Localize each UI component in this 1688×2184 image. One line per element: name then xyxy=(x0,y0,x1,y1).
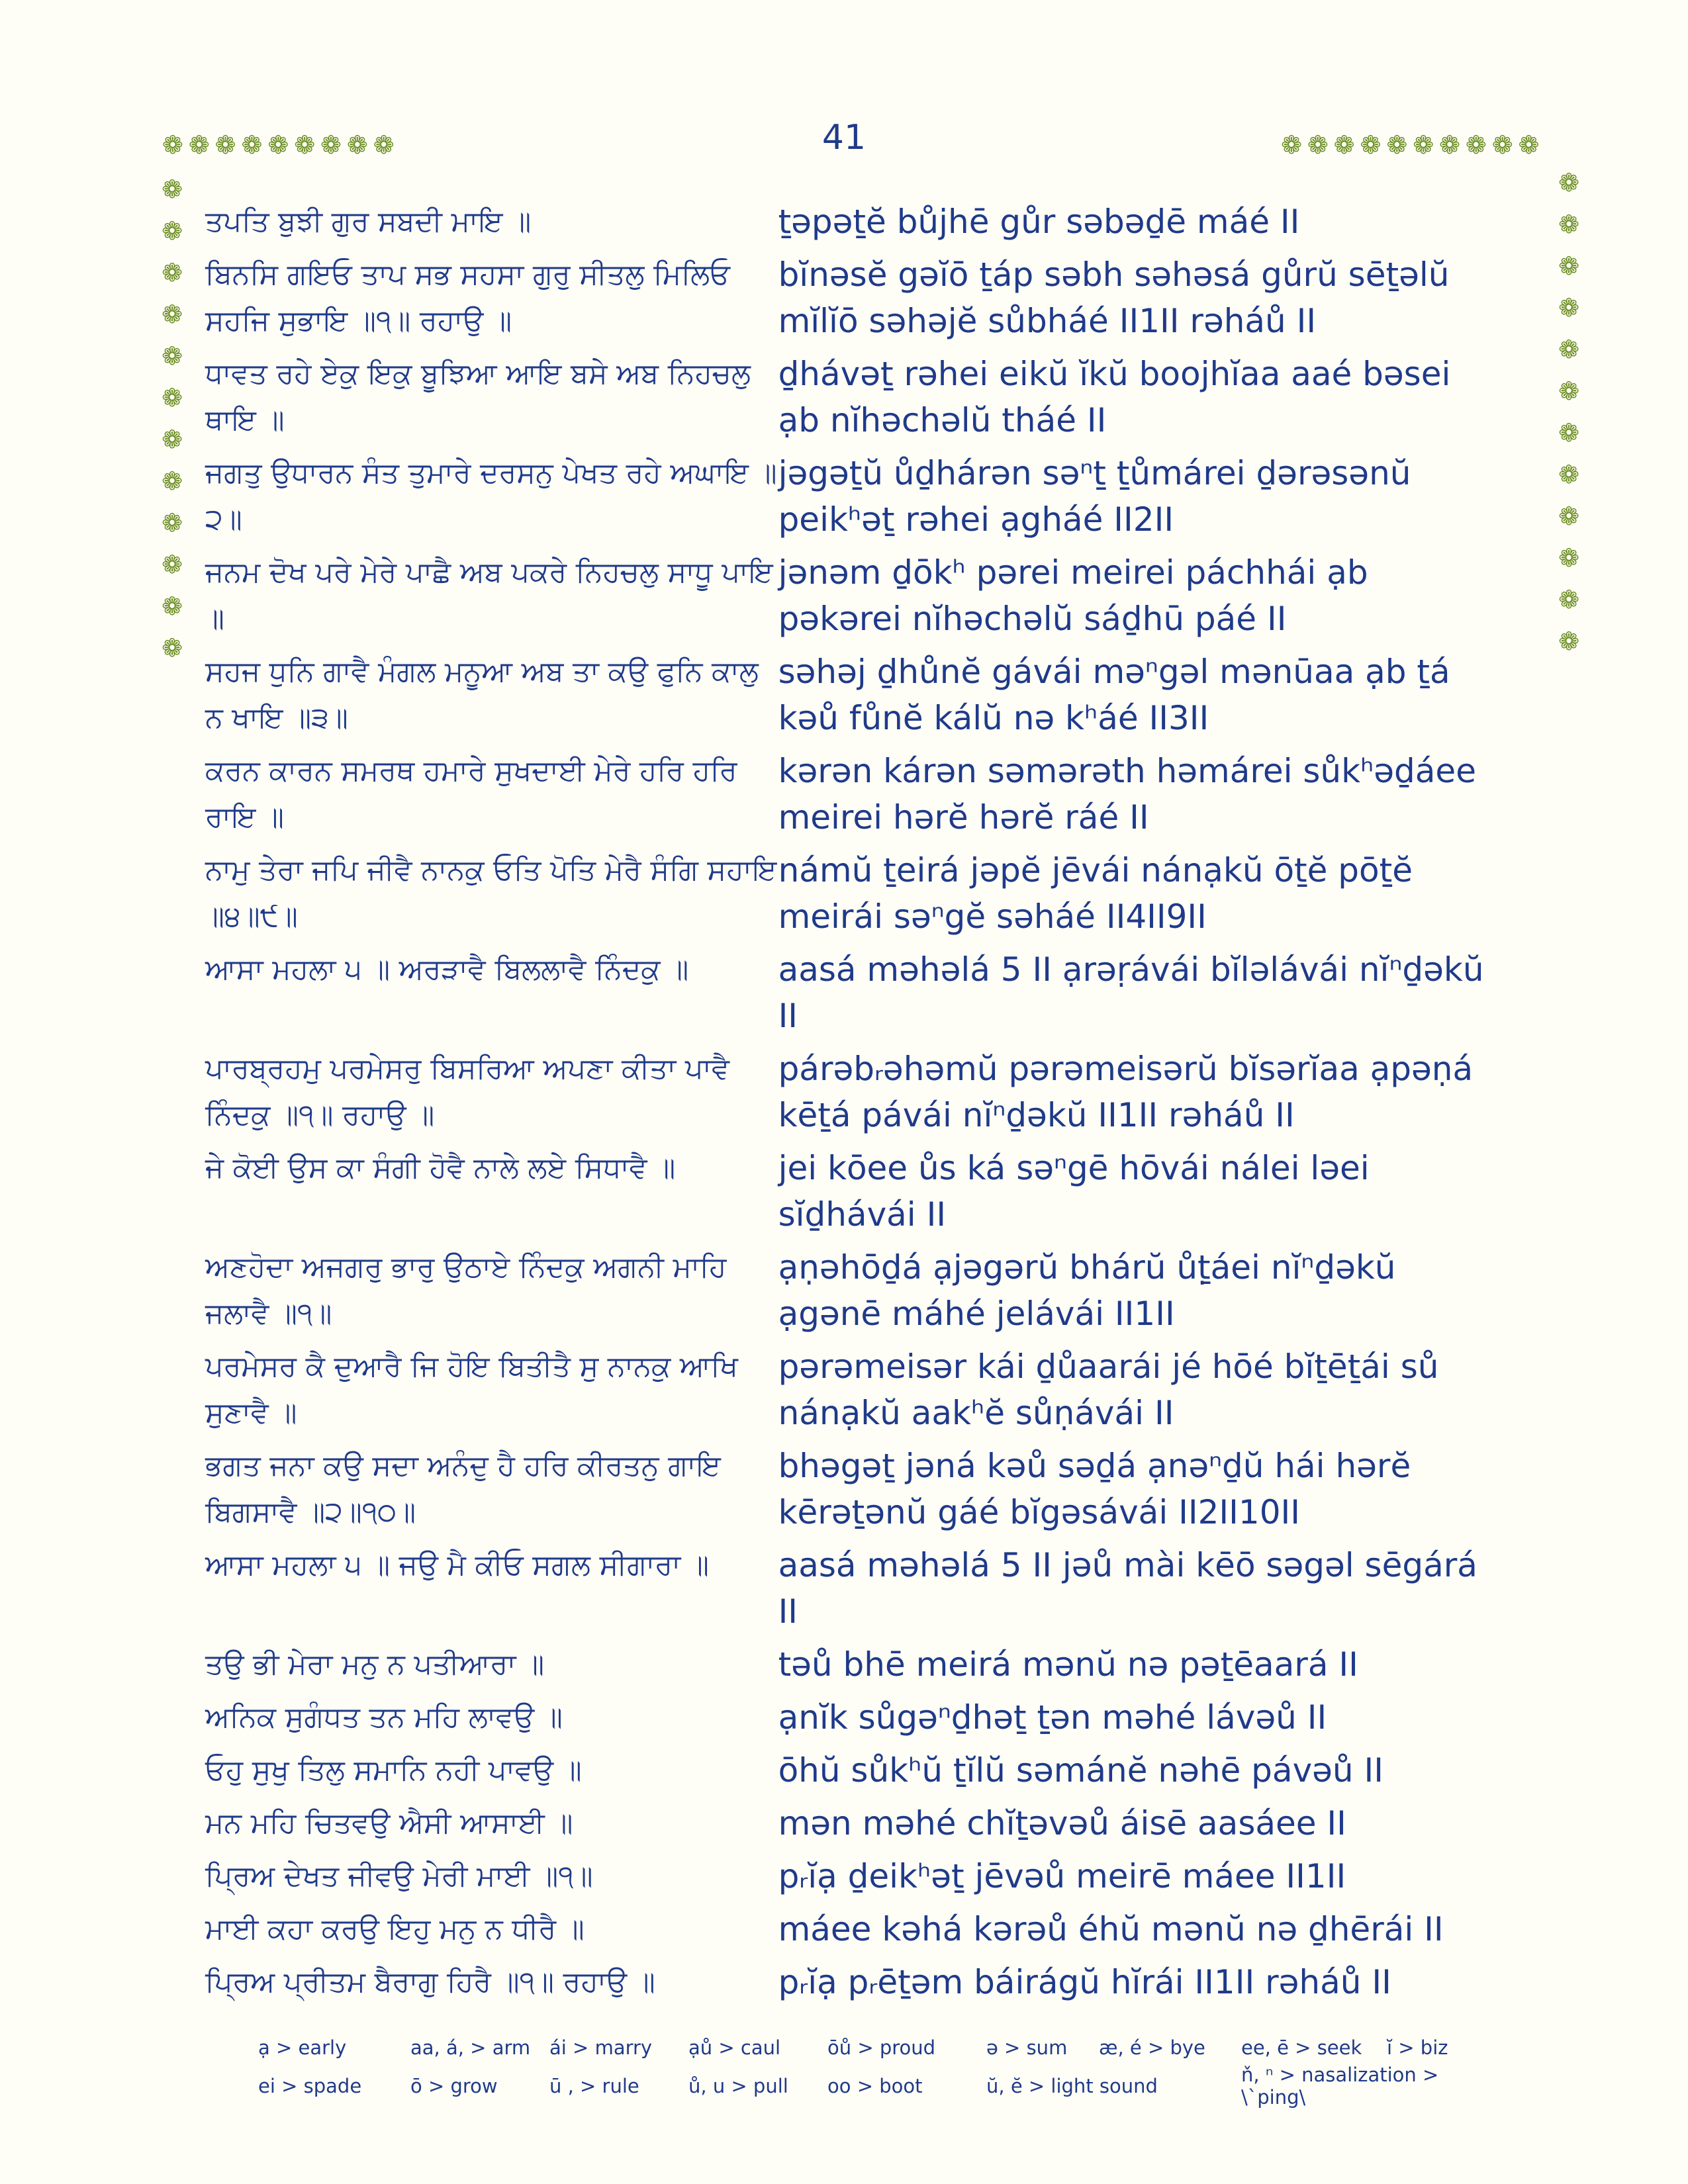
gurmukhi-line: ਪਰਮੇਸਰ ਕੈ ਦੁਆਰੈ ਜਿ ਹੋਇ ਬਿਤੀਤੈ ਸੁ ਨਾਨਕੁ ਆਖਿ ਸੁਣਾਵੈ ॥ xyxy=(205,1350,738,1430)
legend-row-1 xyxy=(258,2028,1516,2067)
legend-item: ň, ⁿ > nasalization > \`ping\ xyxy=(1241,2064,1439,2109)
flower-icon: ❁ xyxy=(1558,251,1579,281)
verse-row xyxy=(205,1959,1496,2005)
transliteration-line: bhəgəṯ jəná kəů səḏá ạnəⁿḏŭ hái hərĕ kērəṯənŭ gáé bĭgəsávái II2II10II xyxy=(778,1447,1411,1531)
flower-icon: ❁ xyxy=(162,633,183,662)
flower-icon: ❁ xyxy=(162,300,183,329)
gurmukhi-line: ਭਗਤ ਜਨਾ ਕਉ ਸਦਾ ਅਨੰਦੁ ਹੈ ਹਰਿ ਕੀਰਤਨੁ ਗਾਇ ਬਿਗਸਾਵੈ ॥੨॥੧੦॥ xyxy=(205,1449,721,1529)
verse-row xyxy=(205,649,1496,741)
pronunciation-legend xyxy=(258,2028,1516,2109)
transliteration-line: ōhŭ sůkʰŭ ṯĭlŭ səmánĕ nəhē pávəů II xyxy=(778,1751,1383,1790)
gurmukhi-line: ਜਨਮ ਦੋਖ ਪਰੇ ਮੇਰੇ ਪਾਛੈ ਅਬ ਪਕਰੇ ਨਿਹਚਲੁ ਸਾਧੂ ਪਾਇ ॥ xyxy=(205,556,773,635)
verse-row xyxy=(205,1343,1496,1436)
verse-row xyxy=(205,1906,1496,1952)
flower-icon: ❁ xyxy=(162,592,183,621)
gurmukhi-line: ਬਿਨਸਿ ਗਇਓ ਤਾਪ ਸਭ ਸਹਸਾ ਗੁਰੁ ਸੀਤਲੁ ਮਿਲਿਓ ਸਹਜਿ ਸੁਭਾਇ ॥੧॥ ਰਹਾਉ ॥ xyxy=(205,258,730,338)
gurmukhi-line: ਓਹੁ ਸੁਖੁ ਤਿਲੁ ਸਮਾਨਿ ਨਹੀ ਪਾਵਉ ॥ xyxy=(205,1754,582,1787)
verse-row xyxy=(205,450,1496,543)
transliteration-line: mən məhé chĭṯəvəů áisē aasáee II xyxy=(778,1804,1346,1843)
transliteration-line: pᵣĭạ ḏeikʰəṯ jēvəů meirē máee II1II xyxy=(778,1857,1346,1895)
legend-item: ŭ, ĕ > light sound xyxy=(986,2075,1158,2097)
flower-border-right xyxy=(1556,162,1582,662)
flower-icon: ❁ xyxy=(1558,627,1579,656)
verse-row xyxy=(205,1747,1496,1794)
transliteration-line: ḏhávəṯ rəhei eikŭ ĭkŭ boojhĭaa aaé bəsei ạb nĭhəchəlŭ tháé II xyxy=(778,355,1451,439)
verse-row xyxy=(205,1542,1496,1635)
flower-icon: ❁ xyxy=(1558,210,1579,239)
verse-row xyxy=(205,251,1496,344)
verse-row xyxy=(205,549,1496,642)
transliteration-line: ạṇəhōḏá ạjəgərŭ bhárŭ ůṯ̣áei nĭⁿḏəkŭ ạgənē máhé jelávái II1II xyxy=(778,1248,1396,1333)
verse-row xyxy=(205,1145,1496,1238)
gurmukhi-line: ਪ੍ਰਿਅ ਪ੍ਰੀਤਮ ਬੈਰਾਗੁ ਹਿਰੈ ॥੧॥ ਰਹਾਉ ॥ xyxy=(205,1966,655,1999)
legend-item: ạ > early xyxy=(258,2036,347,2059)
page-number: 41 xyxy=(821,118,867,158)
transliteration-line: ṯəpəṯĕ bůjhē gůr səbəḏē máé II xyxy=(778,203,1300,241)
flower-icon: ❁ xyxy=(162,258,183,287)
flower-icon: ❁ xyxy=(162,508,183,537)
legend-item: ee, ē > seek xyxy=(1241,2036,1362,2059)
transliteration-line: səhəj ḏhůnĕ gávái məⁿgəl mənūaa ạb ṯá kəů fůnĕ kálŭ nə kʰáé II3II xyxy=(778,653,1450,737)
verse-row xyxy=(205,1853,1496,1899)
verse-row xyxy=(205,1694,1496,1741)
legend-row-2 xyxy=(258,2064,1516,2109)
gurmukhi-line: ਜੇ ਕੋਈ ਉਸ ਕਾ ਸੰਗੀ ਹੋਵੈ ਨਾਲੇ ਲਏ ਸਿਧਾਵੈ ॥ xyxy=(205,1152,676,1185)
legend-item: ō > grow xyxy=(410,2075,498,2097)
transliteration-line: aasá məhəlá 5 II ạrəṛávái bĭləlávái nĭⁿḏəkŭ II xyxy=(778,950,1484,1035)
flower-icon: ❁ xyxy=(162,467,183,496)
flower-icon: ❁ xyxy=(162,341,183,371)
flower-icon: ❁ xyxy=(1558,418,1579,447)
legend-item: ū , > rule xyxy=(549,2075,639,2097)
legend-item: ə > sum xyxy=(986,2036,1068,2059)
legend-item: ů, u > pull xyxy=(688,2075,788,2097)
transliteration-line: námŭ ṯeirá jəpĕ jēvái nánạkŭ ōṯĕ pōṯĕ meirái səⁿgĕ səháé II4II9II xyxy=(778,851,1413,936)
verse-row xyxy=(205,847,1496,940)
transliteration-line: aasá məhəlá 5 II jəů mài kēō səgəl sēgárá II xyxy=(778,1546,1477,1631)
gurmukhi-line: ਤਪਤਿ ਬੁਝੀ ਗੁਰ ਸਬਦੀ ਮਾਇ ॥ xyxy=(205,205,532,238)
flower-icon: ❁ xyxy=(1558,377,1579,406)
transliteration-line: jei kōee ůs ká səⁿgē hōvái nálei ləei sĭḏhávái II xyxy=(778,1149,1370,1234)
flower-icon: ❁ xyxy=(162,216,183,246)
gurmukhi-line: ਅਣਹੋਦਾ ਅਜਗਰੁ ਭਾਰੁ ਉਠਾਏ ਨਿੰਦਕੁ ਅਗਨੀ ਮਾਹਿ ਜਲਾਵੈ ॥੧॥ xyxy=(205,1251,727,1330)
flower-icon: ❁ xyxy=(1558,335,1579,364)
legend-item: ĭ > biz xyxy=(1387,2036,1448,2059)
transliteration-line: təů bhē meirá mənŭ nə pəṯēaará II xyxy=(778,1645,1358,1684)
flower-icon: ❁ xyxy=(162,175,183,204)
verse-row xyxy=(205,1641,1496,1688)
legend-item: ái > marry xyxy=(549,2036,653,2059)
gurmukhi-line: ਮਨ ਮਹਿ ਚਿਤਵਉ ਐਸੀ ਆਸਾਈ ॥ xyxy=(205,1807,573,1840)
verse-row xyxy=(205,1244,1496,1337)
legend-item: æ, é > bye xyxy=(1099,2036,1205,2059)
verse-row xyxy=(205,351,1496,443)
flower-border-left xyxy=(159,169,185,669)
gurmukhi-line: ਤਉ ਭੀ ਮੇਰਾ ਮਨੁ ਨ ਪਤੀਆਰਾ ॥ xyxy=(205,1648,545,1681)
legend-item: ōů > proud xyxy=(827,2036,936,2059)
gurmukhi-line: ਆਸਾ ਮਹਲਾ ੫ ॥ ਜਉ ਮੈ ਕੀਓ ਸਗਲ ਸੀਗਾਰਾ ॥ xyxy=(205,1549,710,1582)
transliteration-line: kərən kárən səmərəth həmárei sůkʰəḏáee meirei hərĕ hərĕ ráé II xyxy=(778,752,1476,837)
gurmukhi-line: ਕਰਨ ਕਾਰਨ ਸਮਰਥ ਹਮਾਰੇ ਸੁਖਦਾਈ ਮੇਰੇ ਹਰਿ ਹਰਿ ਰਾਇ ॥ xyxy=(205,754,737,834)
verse-table xyxy=(205,199,1496,2012)
flower-icon: ❁ xyxy=(1558,585,1579,614)
gurmukhi-line: ਨਾਮੁ ਤੇਰਾ ਜਪਿ ਜੀਵੈ ਨਾਨਕੁ ਓਤਿ ਪੋਤਿ ਮੇਰੈ ਸੰਗਿ ਸਹਾਇ ॥੪॥੯॥ xyxy=(205,854,777,933)
legend-item: aa, á, > arm xyxy=(410,2036,531,2059)
legend-item: ạů > caul xyxy=(688,2036,781,2059)
flower-icon: ❁ xyxy=(1558,543,1579,572)
transliteration-line: jənəm ḏōkʰ pərei meirei páchhái ạb pəkərei nĭhəchəlŭ sáḏhū páé II xyxy=(778,553,1368,638)
gurmukhi-line: ਪਾਰਬ੍ਰਹਮੁ ਪਰਮੇਸਰੁ ਬਿਸਰਿਆ ਅਪਣਾ ਕੀਤਾ ਪਾਵੈ ਨਿੰਦਕੁ ॥੧॥ ਰਹਾਉ ॥ xyxy=(205,1052,729,1132)
gurmukhi-line: ਜਗਤੁ ਉਧਾਰਨ ਸੰਤ ਤੁਮਾਰੇ ਦਰਸਨੁ ਪੇਖਤ ਰਹੇ ਅਘਾਇ ॥੨॥ xyxy=(205,457,777,536)
legend-item: oo > boot xyxy=(827,2075,923,2097)
flower-icon: ❁ xyxy=(162,550,183,579)
flower-icon: ❁ xyxy=(1558,293,1579,322)
gurmukhi-line: ਧਾਵਤ ਰਹੇ ਏਕੁ ਇਕੁ ਬੂਝਿਆ ਆਇ ਬਸੇ ਅਬ ਨਿਹਚਲੁ ਥਾਇ ॥ xyxy=(205,357,751,437)
verse-row xyxy=(205,748,1496,841)
verse-row xyxy=(205,1800,1496,1846)
flower-icon: ❁ xyxy=(162,425,183,454)
verse-row xyxy=(205,1046,1496,1138)
verse-row xyxy=(205,199,1496,245)
flower-icon: ❁ xyxy=(162,383,183,412)
transliteration-line: bĭnəsĕ gəĭō ṯáp səbh səhəsá gůrŭ sēṯəlŭ mĭlĭō səhəjĕ sůbháé II1II rəháů II xyxy=(778,255,1450,340)
gurmukhi-line: ਮਾਈ ਕਹਾ ਕਰਉ ਇਹੁ ਮਨੁ ਨ ਧੀਰੈ ॥ xyxy=(205,1913,585,1946)
flower-border-top-right: ❁❁❁❁❁❁❁❁❁❁ xyxy=(1281,130,1545,159)
transliteration-line: párəbᵣəhəmŭ pərəmeisərŭ bĭsərĭaa ạpəṇá kēṯá pávái nĭⁿḏəkŭ II1II rəháů II xyxy=(778,1050,1474,1134)
flower-icon: ❁ xyxy=(1558,168,1579,197)
verse-row xyxy=(205,1443,1496,1535)
transliteration-line: máee kəhá kərəů éhŭ mənŭ nə ḏhērái II xyxy=(778,1910,1444,1948)
legend-item: ei > spade xyxy=(258,2075,362,2097)
gurmukhi-line: ਆਸਾ ਮਹਲਾ ੫ ॥ ਅਰੜਾਵੈ ਬਿਲਲਾਵੈ ਨਿੰਦਕੁ ॥ xyxy=(205,953,689,986)
transliteration-line: pᵣĭạ pᵣēṯəm báirágŭ hĭrái II1II rəháů II xyxy=(778,1963,1391,2001)
transliteration-line: jəgəṯŭ ůḏhárən səⁿṯ ṯůmárei ḏərəsənŭ peikʰəṯ rəhei ạgháé II2II xyxy=(778,454,1411,539)
flower-icon: ❁ xyxy=(1558,460,1579,489)
gurmukhi-line: ਪ੍ਰਿਅ ਦੇਖਤ ਜੀਵਉ ਮੇਰੀ ਮਾਈ ॥੧॥ xyxy=(205,1860,593,1893)
flower-border-top-left: ❁❁❁❁❁❁❁❁❁ xyxy=(162,130,400,159)
gurmukhi-line: ਸਹਜ ਧੁਨਿ ਗਾਵੈ ਮੰਗਲ ਮਨੂਆ ਅਬ ਤਾ ਕਉ ਫੁਨਿ ਕਾਲੁ ਨ ਖਾਇ ॥੩॥ xyxy=(205,655,759,735)
transliteration-line: ạnĭk sůgəⁿḏhəṯ ṯən məhé lávəů II xyxy=(778,1698,1327,1737)
gurmukhi-line: ਅਨਿਕ ਸੁਗੰਧਤ ਤਨ ਮਹਿ ਲਾਵਉ ॥ xyxy=(205,1701,563,1734)
transliteration-line: pərəmeisər kái ḏůaarái jé hōé bĭṯēṯái sů nánạkŭ aakʰĕ sůṇávái II xyxy=(778,1347,1439,1432)
verse-row xyxy=(205,946,1496,1039)
flower-icon: ❁ xyxy=(1558,502,1579,531)
